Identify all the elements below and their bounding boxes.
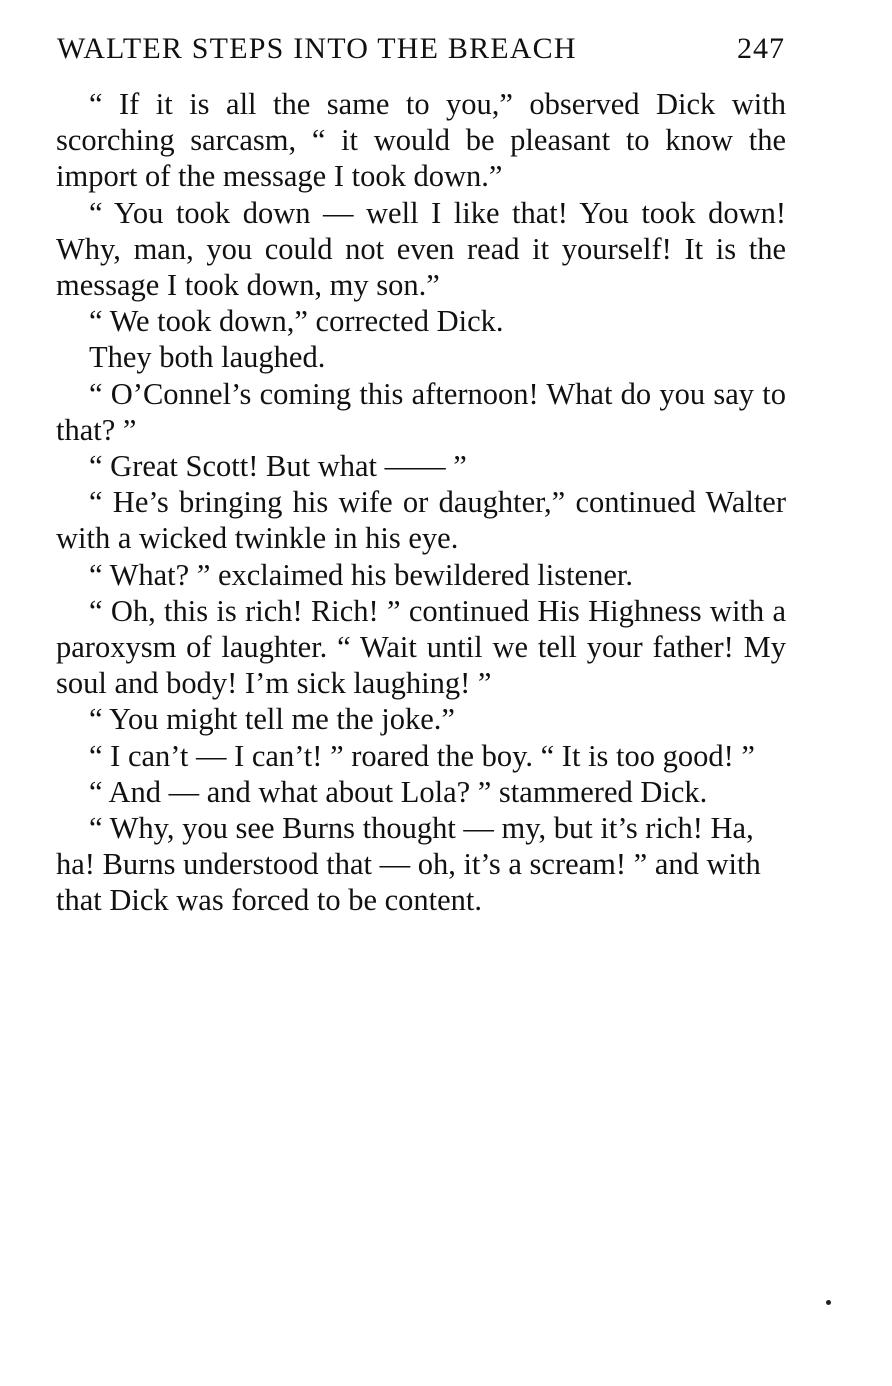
paragraph: “ I can’t — I can’t! ” roared the boy. “ It is too good! ” bbox=[89, 738, 755, 773]
paragraph: “ He’s bringing his wife or daughter,” continued Walter with a wicked twinkle in his eye. bbox=[56, 485, 786, 556]
page-number: 247 bbox=[737, 32, 785, 65]
paragraph: “ You might tell me the joke.” bbox=[89, 702, 455, 737]
paragraph: “ O’Connel’s coming this afternoon! What do you say to that? ” bbox=[56, 376, 786, 447]
paragraph: “ And — and what about Lola? ” stammered Dick. bbox=[89, 774, 708, 809]
paragraph: “ You took down — well I like that! You took down! Why, man, you could not even read it yourself! It is the message I took down, my son.” bbox=[56, 195, 786, 303]
page-header bbox=[57, 26, 787, 72]
body-text bbox=[56, 86, 786, 919]
paragraph: “ We took down,” corrected Dick. bbox=[89, 304, 504, 339]
paragraph: They both laughed. bbox=[89, 340, 326, 375]
paragraph: “ Why, you see Burns thought — my, but it’s rich! Ha, ha! Burns understood that — oh, it’s a scream! ” and with that Dick was forced to be content. bbox=[56, 811, 761, 918]
ink-speck bbox=[826, 1300, 831, 1305]
running-head: WALTER STEPS INTO THE BREACH bbox=[57, 32, 577, 65]
paragraph: “ Great Scott! But what —— ” bbox=[89, 449, 467, 484]
paragraph: “ Oh, this is rich! Rich! ” continued His Highness with a paroxysm of laughter. “ Wait until we tell your father! My soul and body! I’m sick laughing! ” bbox=[56, 593, 786, 701]
paragraph: “ What? ” exclaimed his bewildered listener. bbox=[89, 557, 633, 592]
paragraph: “ If it is all the same to you,” observed Dick with scorching sarcasm, “ it would be pleasant to know the import of the message I took down.” bbox=[56, 87, 786, 194]
